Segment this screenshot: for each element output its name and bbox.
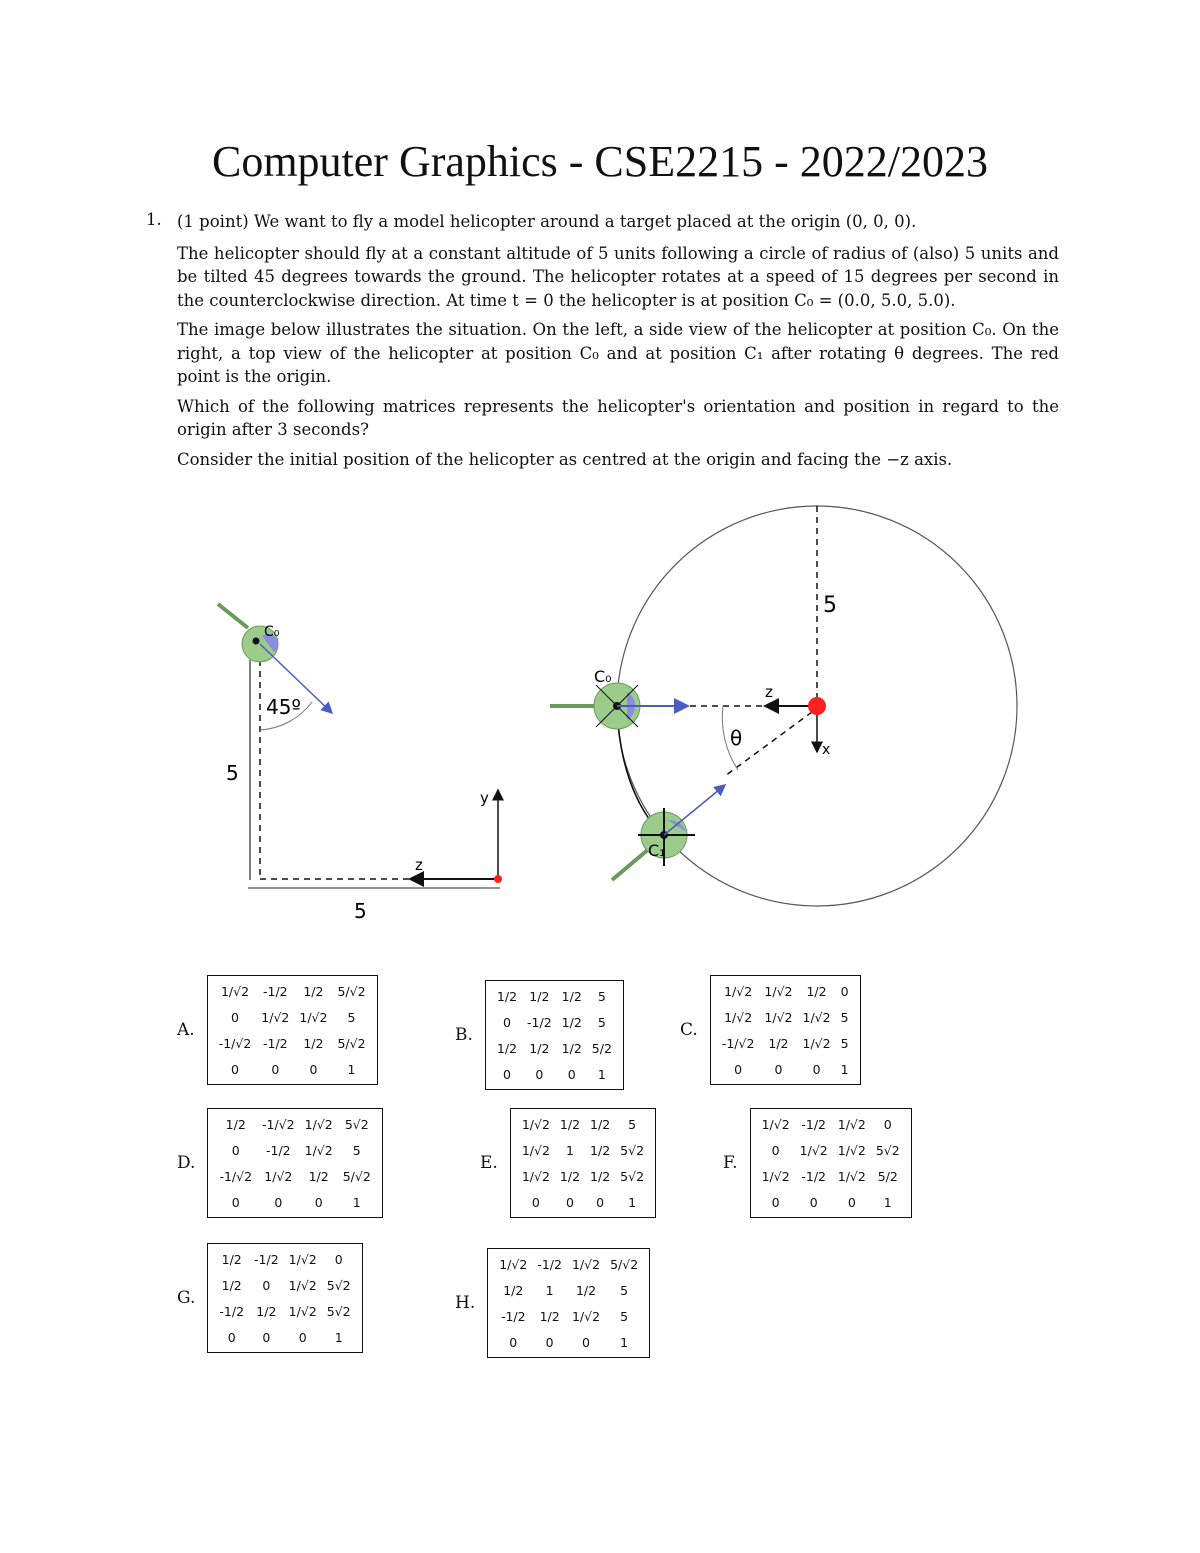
option-d[interactable] [177, 1108, 383, 1218]
top-z-label: z [765, 683, 773, 701]
option-label: B. [455, 1025, 473, 1045]
matrix-entry: 1/√2 [571, 1308, 601, 1324]
matrix-entry: 5√2 [620, 1168, 645, 1184]
matrix-entry: -1/2 [263, 1035, 288, 1051]
matrix-entry: 1 [597, 1066, 606, 1082]
matrix-entry: 0 [231, 1061, 239, 1077]
matrix-entry: 1/√2 [304, 1116, 333, 1132]
matrix-entry: 0 [596, 1194, 605, 1210]
matrix-entry: -1/2 [263, 983, 288, 999]
side-z-label: z [415, 856, 423, 874]
matrix-entry: 5√2 [620, 1142, 645, 1158]
matrix-entry: 1/2 [496, 988, 518, 1004]
matrix [710, 975, 861, 1085]
matrix-entry: 0 [298, 1329, 307, 1345]
matrix-entry: 5√2 [326, 1277, 351, 1293]
matrix-entry: 1/√2 [299, 1009, 328, 1025]
matrix-entry: 1/√2 [261, 1009, 290, 1025]
matrix-entry: 0 [840, 983, 849, 999]
matrix-entry: 5 [620, 1308, 629, 1324]
matrix-entry: 0 [227, 1329, 236, 1345]
matrix-entry: 1/2 [529, 988, 550, 1004]
radius-label: 5 [823, 593, 837, 618]
matrix-entry: 0 [334, 1251, 343, 1267]
top-c0-label: C₀ [594, 667, 612, 686]
option-g[interactable] [177, 1243, 363, 1353]
option-label: H. [455, 1293, 476, 1313]
matrix-entry: 5 [840, 1035, 849, 1051]
matrix-entry: 1/√2 [764, 983, 793, 999]
matrix-entry: 1/2 [503, 1282, 524, 1298]
matrix-entry: 0 [566, 1194, 574, 1210]
matrix-entry: 1/√2 [837, 1116, 866, 1132]
matrix-entry: 1/√2 [499, 1256, 528, 1272]
matrix-entry: 1/2 [308, 1168, 329, 1184]
option-e[interactable] [480, 1108, 656, 1218]
matrix-entry: 5/√2 [337, 983, 366, 999]
matrix-entry: 5 [347, 1009, 356, 1025]
matrix-entry: 1/2 [590, 1116, 611, 1132]
option-f[interactable] [723, 1108, 912, 1218]
matrix-entry: 5√2 [344, 1116, 369, 1132]
matrix-entry: 0 [812, 1061, 821, 1077]
matrix-entry: 5 [840, 1009, 849, 1025]
matrix-entry: -1/2 [801, 1168, 827, 1184]
question-assumption: Consider the initial position of the helicopter as centred at the origin and facing the −z axis. [177, 449, 953, 469]
matrix-entry: 0 [774, 1061, 783, 1077]
matrix [510, 1108, 656, 1218]
matrix-entry: -1/2 [801, 1116, 827, 1132]
matrix-entry: 1/√2 [571, 1256, 601, 1272]
height-label: 5 [226, 761, 239, 785]
matrix-entry: 0 [502, 1014, 511, 1030]
matrix-entry: 1/√2 [799, 1142, 828, 1158]
matrix-entry: 1/√2 [288, 1303, 317, 1319]
matrix-entry: 0 [531, 1194, 540, 1210]
matrix-entry: 5 [597, 988, 606, 1004]
matrix-entry: 1/√2 [220, 983, 250, 999]
matrix-entry: 1/√2 [288, 1251, 317, 1267]
matrix-entry: 0 [883, 1116, 892, 1132]
matrix-entry: 0 [809, 1194, 818, 1210]
matrix-entry: 0 [535, 1066, 544, 1082]
matrix-entry: 1 [352, 1194, 361, 1210]
matrix [487, 1248, 650, 1358]
option-label: C. [680, 1020, 698, 1040]
matrix-entry: 1/2 [590, 1168, 611, 1184]
matrix-entry: 1 [628, 1194, 637, 1210]
matrix-entry: 5√2 [326, 1303, 351, 1319]
matrix-entry: -1/√2 [721, 1035, 755, 1051]
matrix-entry: 1 [620, 1334, 629, 1350]
matrix-entry: 0 [309, 1061, 318, 1077]
matrix-entry: 1/2 [303, 1035, 324, 1051]
matrix-entry: 5/√2 [610, 1256, 639, 1272]
matrix-entry: 5 [620, 1282, 629, 1298]
side-view [218, 604, 502, 923]
matrix-entry: 1/√2 [288, 1277, 317, 1293]
matrix-entry: 0 [274, 1194, 283, 1210]
matrix-entry: 0 [771, 1142, 780, 1158]
theta-label: θ [730, 726, 743, 750]
c1-facing-arrow [664, 785, 725, 835]
matrix-entry: 1/2 [539, 1308, 560, 1324]
matrix-entry: 5 [628, 1116, 637, 1132]
matrix-entry: -1/2 [219, 1303, 245, 1319]
matrix-entry: 1/2 [590, 1142, 611, 1158]
matrix-entry: 0 [582, 1334, 590, 1350]
matrix-entry: 1/√2 [802, 1009, 831, 1025]
matrix-entry: 1/2 [496, 1040, 518, 1056]
option-b[interactable] [455, 980, 624, 1090]
question-prompt: Which of the following matrices represents the helicopter's orientation and position in regard to the origin after 3 seconds? [177, 396, 1059, 439]
distance-label: 5 [354, 899, 367, 923]
matrix-entry: 1/√2 [521, 1116, 550, 1132]
matrix [750, 1108, 912, 1218]
side-c0-label: C₀ [264, 624, 280, 640]
matrix-entry: 1/2 [768, 1035, 789, 1051]
matrix [207, 1243, 362, 1353]
question-intro: (1 point) We want to fly a model helicopter around a target placed at the origin (0, 0, 0). [177, 212, 917, 231]
matrix-entry: 1/2 [561, 1040, 582, 1056]
matrix-entry: 1/2 [529, 1040, 550, 1056]
matrix-entry: -1/2 [500, 1308, 526, 1324]
matrix-entry: 0 [545, 1334, 554, 1350]
matrix-entry: 1/2 [559, 1116, 581, 1132]
matrix-entry: -1/2 [254, 1251, 279, 1267]
option-label: F. [723, 1153, 738, 1173]
matrix-entry: 5√2 [875, 1142, 900, 1158]
matrix-entry: 5/√2 [342, 1168, 371, 1184]
matrix-entry: -1/√2 [218, 1035, 252, 1051]
matrix-entry: 1 [347, 1061, 356, 1077]
matrix-entry: 1/√2 [724, 983, 753, 999]
matrix-entry: 0 [314, 1194, 323, 1210]
matrix-entry: 1/√2 [724, 1009, 753, 1025]
question-figure-description: The image below illustrates the situation. On the left, a side view of the helicopter at position C₀. On the right, a top view of the helicopter at position C₀ and at position C₁ after rotating θ degrees. The red point is the origin. [177, 320, 1059, 386]
side-y-label: y [480, 789, 489, 807]
option-h[interactable] [455, 1248, 650, 1358]
matrix-entry: 5/2 [877, 1168, 898, 1184]
matrix-entry: 0 [502, 1066, 511, 1082]
matrix-entry: 1/2 [221, 1277, 242, 1293]
matrix [207, 1108, 382, 1218]
matrix-entry: 1/2 [806, 983, 827, 999]
matrix-entry: 0 [262, 1277, 271, 1293]
matrix-entry: 0 [231, 1194, 240, 1210]
matrix-entry: 1/√2 [837, 1142, 866, 1158]
matrix-entry: 1/2 [561, 1014, 582, 1030]
matrix-entry: 1/√2 [764, 1009, 793, 1025]
matrix-entry: 5/√2 [337, 1035, 366, 1051]
matrix-entry: 1/√2 [837, 1168, 866, 1184]
matrix-entry: 1/√2 [761, 1116, 790, 1132]
matrix-entry: 1 [883, 1194, 892, 1210]
matrix-entry: 1/√2 [521, 1168, 550, 1184]
top-x-label: x [822, 742, 831, 758]
matrix-entry: 0 [771, 1194, 780, 1210]
option-label: G. [177, 1288, 196, 1308]
matrix-entry: 0 [847, 1194, 856, 1210]
matrix-entry: 0 [509, 1334, 518, 1350]
question-setup: The helicopter should fly at a constant altitude of 5 units following a circle of radius of (also) 5 units and be tilted 45 degrees towards the ground. The helicopter rotates at a speed of 15 degrees per second in the counterclockwise direction. At time t = 0 the helicopter is at position C₀ = (0.0, 5.0, 5.0). [177, 243, 1059, 310]
matrix-entry: 1/2 [221, 1251, 242, 1267]
origin-point-top [808, 697, 826, 715]
matrix-entry: 1/√2 [304, 1142, 333, 1158]
matrix-entry: -1/√2 [219, 1168, 253, 1184]
option-label: E. [480, 1153, 498, 1173]
matrix-entry: 1/2 [256, 1303, 277, 1319]
matrix-entry: 1/2 [559, 1168, 581, 1184]
helicopter-tail [218, 604, 248, 628]
matrix-entry: 1/2 [575, 1282, 597, 1298]
matrix-entry: 0 [271, 1061, 280, 1077]
option-c[interactable] [680, 975, 861, 1085]
matrix-entry: 0 [231, 1009, 239, 1025]
matrix-entry: 5 [352, 1142, 361, 1158]
matrix-entry: 1/√2 [802, 1035, 831, 1051]
top-c1-label: C₁ [648, 841, 666, 860]
origin-point [494, 875, 502, 883]
matrix-entry: 5/2 [591, 1040, 612, 1056]
matrix-entry: 0 [231, 1142, 240, 1158]
matrix [207, 975, 378, 1085]
matrix-entry: -1/√2 [262, 1116, 295, 1132]
top-view [550, 506, 1017, 906]
matrix-entry: 1/2 [561, 988, 582, 1004]
matrix [485, 980, 624, 1090]
option-a[interactable] [177, 975, 378, 1085]
matrix-entry: 1 [566, 1142, 574, 1158]
matrix-entry: -1/2 [537, 1256, 562, 1272]
matrix-entry: 1/2 [303, 983, 324, 999]
matrix-entry: -1/2 [527, 1014, 552, 1030]
matrix-entry: 1/√2 [521, 1142, 550, 1158]
angle-label: 45º [266, 695, 301, 719]
matrix-entry: 0 [734, 1061, 743, 1077]
matrix-entry: 0 [567, 1066, 576, 1082]
matrix-entry: 1/2 [225, 1116, 246, 1132]
matrix-entry: 1/√2 [761, 1168, 790, 1184]
matrix-entry: 1 [334, 1329, 343, 1345]
page-title: Computer Graphics - CSE2215 - 2022/2023 [211, 137, 989, 186]
matrix-entry: 0 [262, 1329, 271, 1345]
question-number: 1. [146, 210, 162, 229]
option-label: A. [177, 1020, 195, 1040]
matrix-entry: -1/2 [266, 1142, 291, 1158]
matrix-entry: 1 [840, 1061, 849, 1077]
matrix-entry: 5 [597, 1014, 606, 1030]
option-label: D. [177, 1153, 196, 1173]
matrix-entry: 1/√2 [264, 1168, 293, 1184]
matrix-entry: 1 [545, 1282, 554, 1298]
